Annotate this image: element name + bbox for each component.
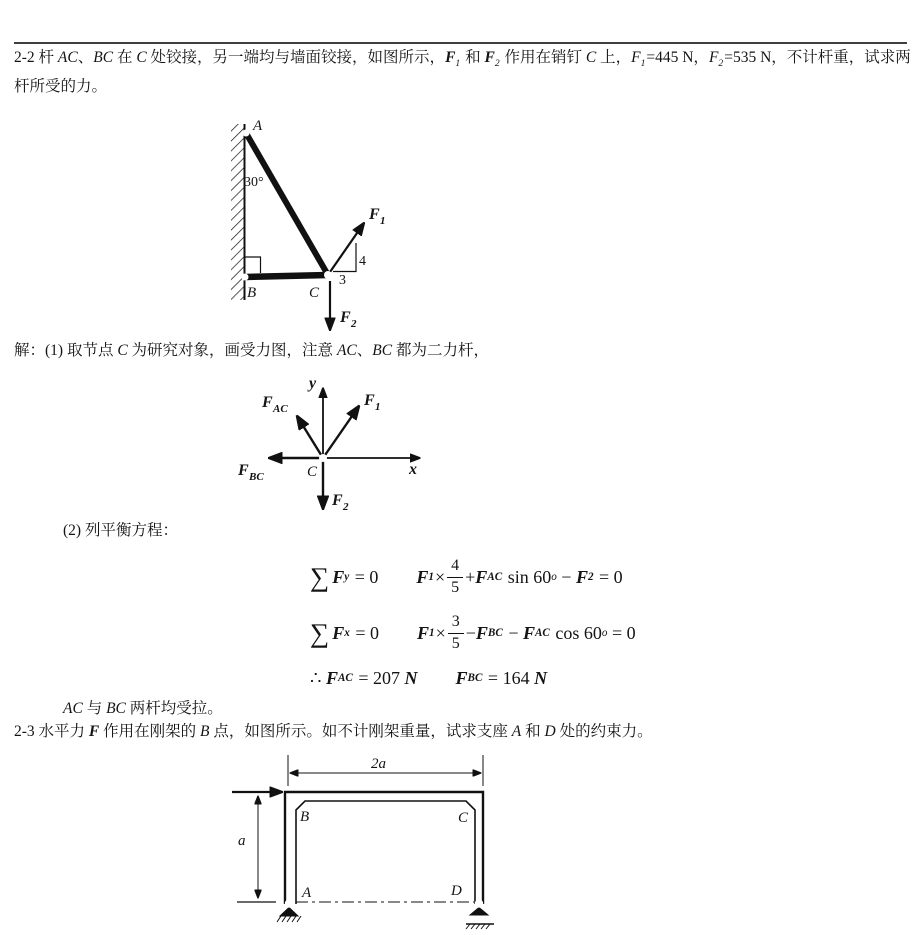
pin-A (243, 130, 250, 137)
label-C: C (309, 285, 320, 301)
label-A: A (253, 118, 263, 134)
pin-B (242, 274, 249, 281)
solution-conclusion: AC 与 BC 两杆均受拉。 (63, 700, 223, 717)
solution-step1-text: 解：(1) 取节点 C 为研究对象，画受力图，注意 AC、BC 都为二力杆， (14, 342, 489, 359)
figure-force-diagram (226, 374, 461, 516)
wall-hatch (231, 124, 245, 300)
label-FBC: F (238, 462, 249, 479)
vector-F1 (323, 406, 359, 458)
solution-step2-heading: (2) 列平衡方程： (63, 522, 178, 539)
figure-rods-wall-svg (220, 112, 470, 342)
dimension-a (237, 796, 276, 902)
label-angle-30: 30° (244, 175, 264, 190)
label-B: B (300, 809, 310, 825)
equation-sum-fy: ∑ F y = 0 F 1 × $\frac{4}{5}$ + F AC sin 60 o − F 2 = 0 (310, 557, 623, 596)
figure-force-diagram-svg (226, 374, 461, 516)
label-dim-a: a (238, 833, 246, 849)
label-FAC: F (262, 394, 273, 411)
label-F1: F (369, 206, 380, 223)
label-x-axis: x (409, 461, 417, 478)
support-A-pin (277, 899, 301, 922)
pin-C (324, 271, 332, 279)
label-rise-4: 4 (359, 254, 366, 269)
label-y-axis: y (309, 375, 317, 392)
label-F2-sub: 2 (343, 501, 349, 513)
label-D: D (451, 883, 462, 899)
node-C (319, 454, 327, 462)
top-rule (14, 42, 907, 44)
equation-sum-fx: ∑ F x = 0 F 1 × $\frac{3}{5}$ − F BC − F AC cos 60 o = 0 (310, 613, 636, 652)
label-A: A (302, 885, 312, 901)
problem-2-2-statement: 2-2 杆 AC、BC 在 C 处铰接，另一端均与墙面铰接，如图所示，$F_1$ 和 $F_2$ 作用在销钉 C 上，$F_1=445$ N，$F_2=535$ N，不计杆重，试求两杆所受的力。 (14, 49, 911, 96)
label-FAC-sub: AC (273, 403, 288, 415)
support-D-roller (466, 899, 494, 929)
label-F1: F (364, 392, 375, 409)
label-F2: F (332, 492, 343, 509)
rod-AC (246, 133, 328, 275)
label-F1-sub: 1 (380, 215, 386, 227)
equations-block (310, 549, 636, 695)
problem-2-3-statement: 2-3 水平力 F 作用在刚架的 B 点，如图所示。如不计刚架重量，试求支座 A 和 D 处的约束力。 (14, 723, 653, 740)
equation-results: ∴ F AC = 207 N F BC = 164 N (310, 667, 548, 688)
label-B: B (247, 285, 257, 301)
slope-triangle (333, 243, 356, 272)
label-F2-sub: 2 (351, 318, 357, 330)
label-F2: F (340, 309, 351, 326)
label-dim-2a: 2a (371, 756, 386, 772)
right-angle-mark (244, 257, 261, 273)
label-run-3: 3 (339, 273, 346, 288)
label-C: C (307, 464, 318, 480)
label-FBC-sub: BC (249, 471, 264, 483)
figure-frame (218, 746, 523, 930)
vector-FAC (297, 416, 323, 458)
label-C: C (458, 810, 469, 826)
figure-rods-wall (220, 112, 470, 342)
label-F1-sub: 1 (375, 401, 381, 413)
frame-inner (296, 801, 475, 904)
figure-frame-svg (218, 746, 523, 930)
rod-BC (245, 275, 328, 277)
